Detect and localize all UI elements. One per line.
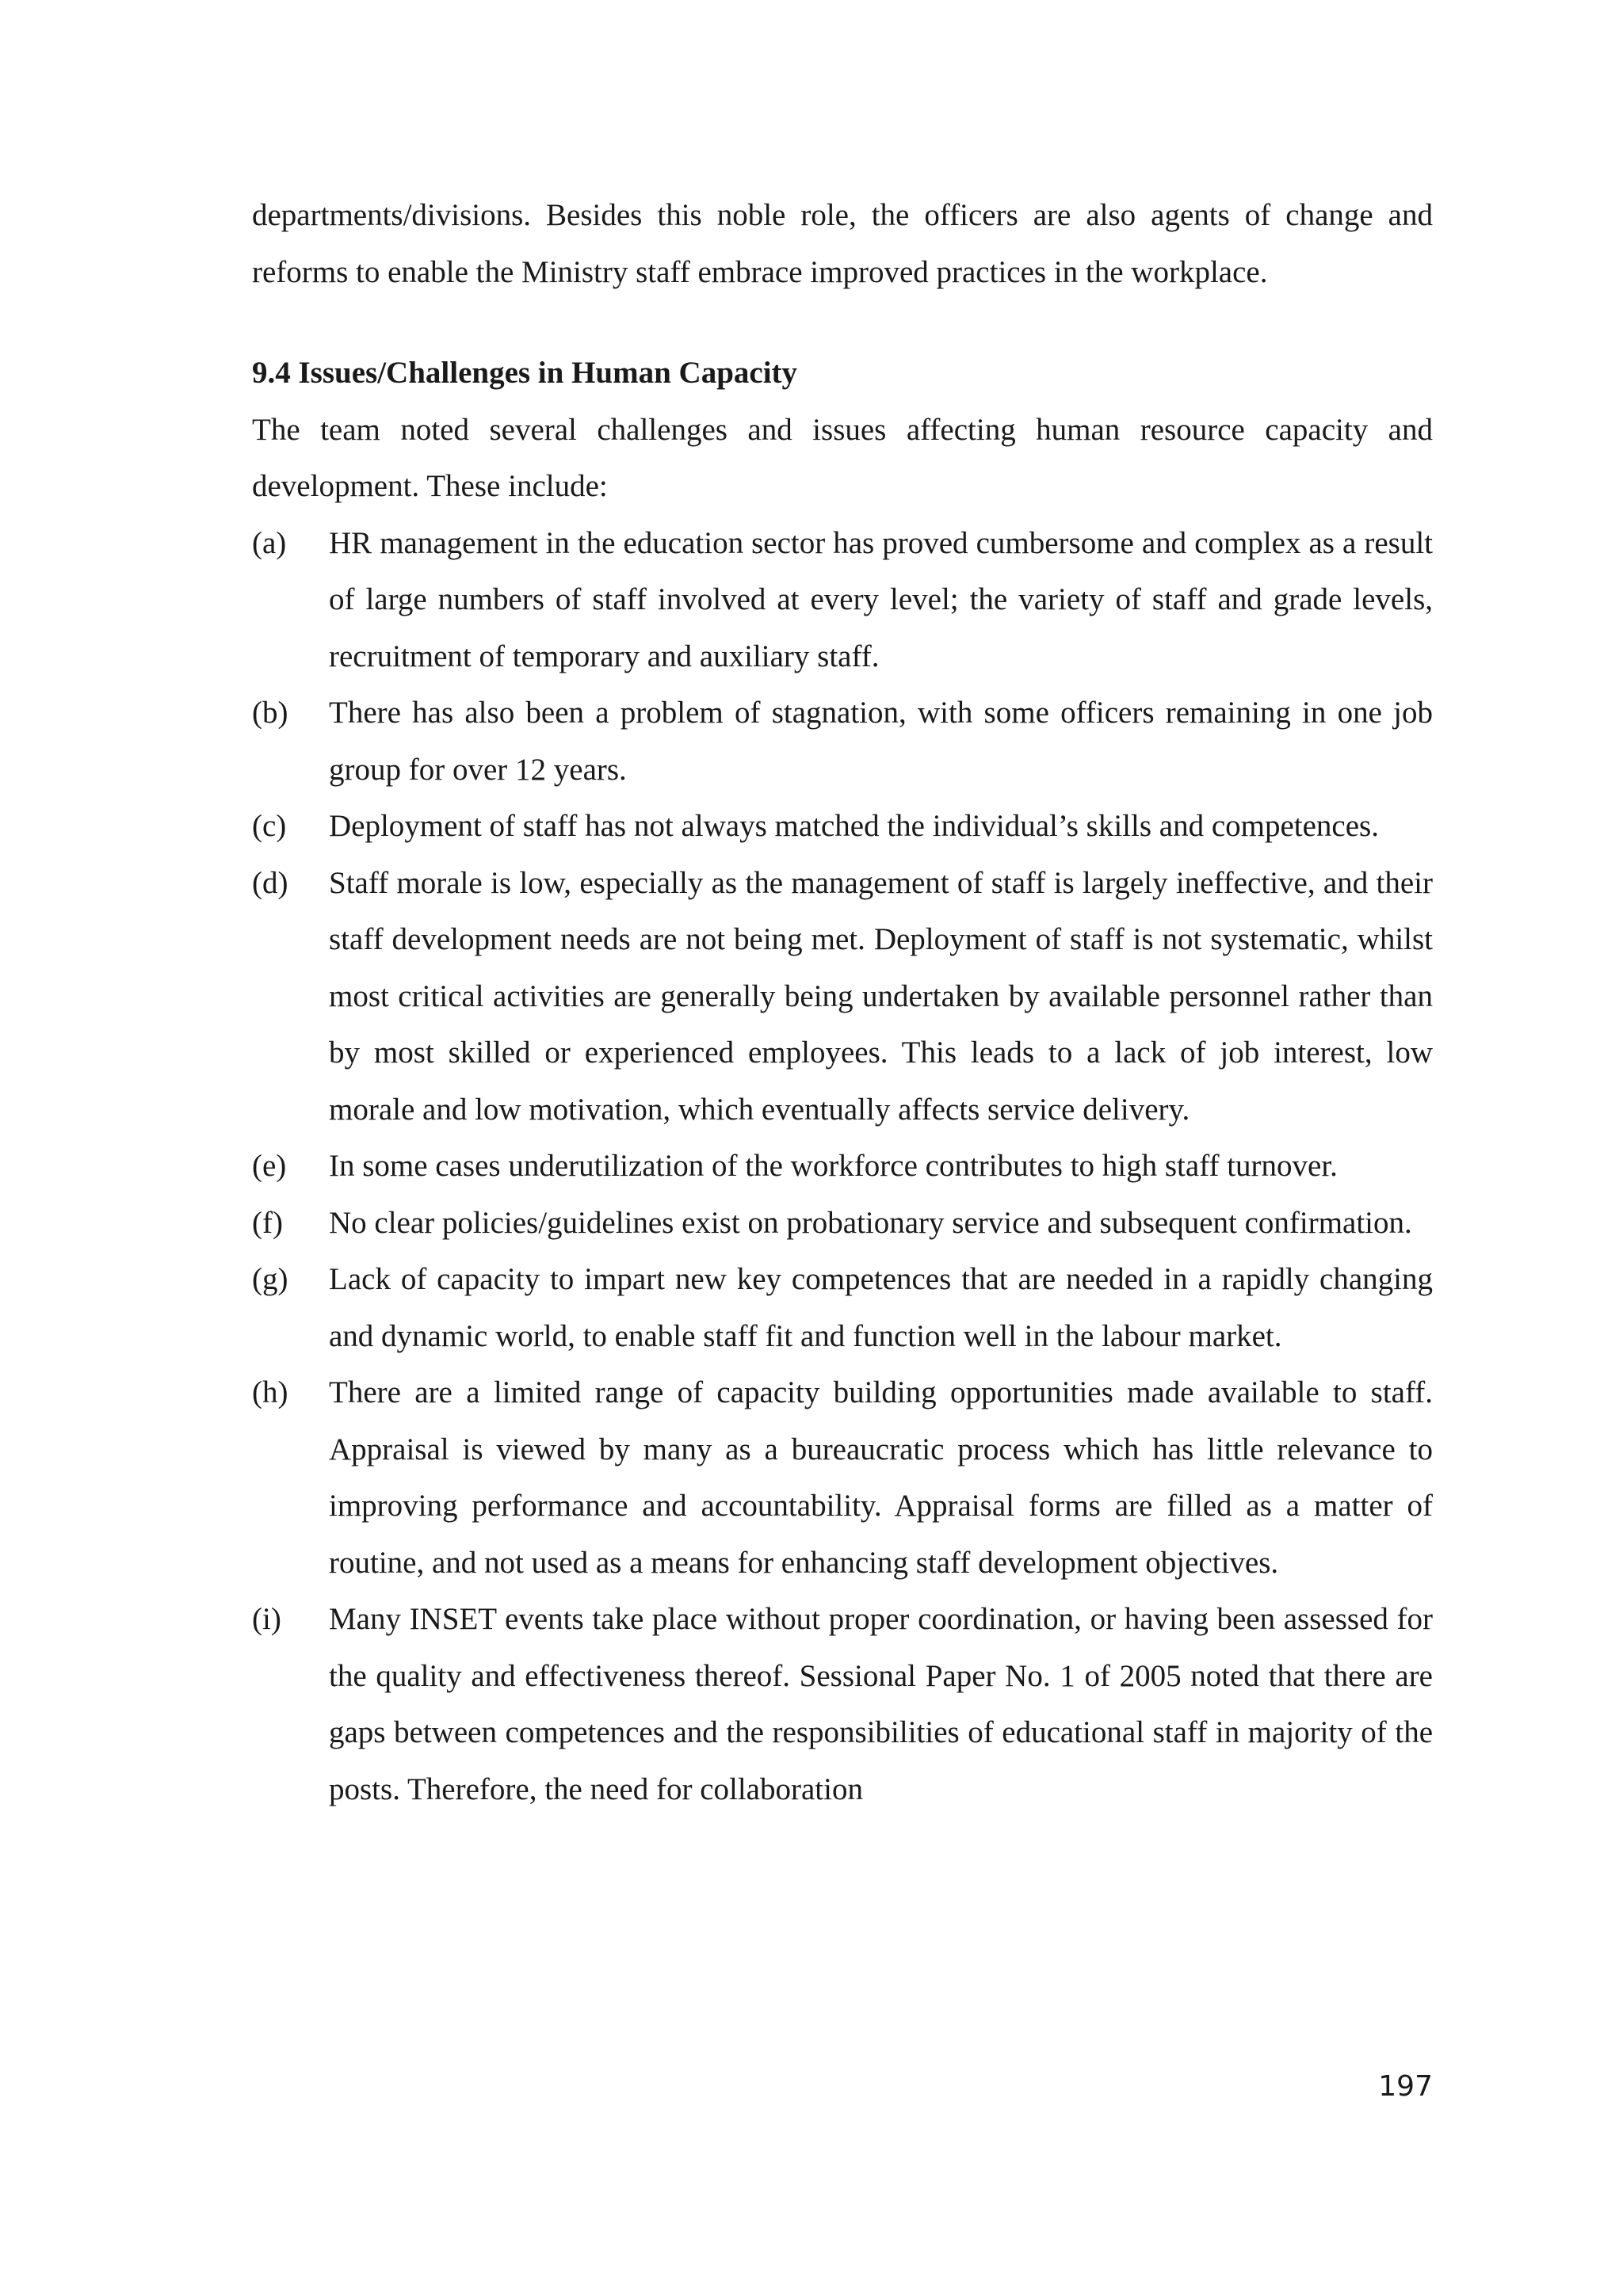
list-item-text: Many INSET events take place without proper coordination, or having been assessed for the quality and effectiveness thereof. Sessional Paper No. 1 of 2005 noted that there are gaps between competences and the responsibilities of educational staff in majority of the posts. Therefore, the need for collaboration bbox=[329, 1602, 1433, 1806]
list-item-text: No clear policies/guidelines exist on probationary service and subsequent confirmation. bbox=[329, 1205, 1412, 1240]
section-heading: 9.4 Issues/Challenges in Human Capacity bbox=[252, 356, 798, 390]
list-item-marker: (d) bbox=[252, 865, 288, 900]
list-item-text: Deployment of staff has not always matched the individual’s skills and competences. bbox=[329, 809, 1379, 843]
list-item bbox=[252, 1364, 1433, 1591]
list-item-text: There has also been a problem of stagnation, with some officers remaining in one job group for over 12 years. bbox=[329, 696, 1433, 787]
list-item bbox=[252, 855, 1433, 1138]
list-item-marker: (a) bbox=[252, 525, 287, 560]
list-item bbox=[252, 1195, 1433, 1252]
section-lead-paragraph: The team noted several challenges and issues affecting human resource capacity and development. These include: bbox=[252, 412, 1433, 503]
list-item-marker: (g) bbox=[252, 1262, 288, 1296]
challenges-list bbox=[252, 515, 1433, 1818]
page-number: 197 bbox=[1378, 2070, 1433, 2103]
list-item-text: Staff morale is low, especially as the management of staff is largely ineffective, and their staff development needs are not being met. Deployment of staff is not systematic, whilst most critical activities are generally being undertaken by available personnel rather than by most skilled or experienced employees. This leads to a lack of job interest, low morale and low motivation, which eventually affects service delivery. bbox=[329, 865, 1433, 1127]
intro-paragraph: departments/divisions. Besides this noble role, the officers are also agents of change and reforms to enable the Ministry staff embrace improved practices in the workplace. bbox=[252, 198, 1433, 289]
list-item-text: There are a limited range of capacity building opportunities made available to staff. Appraisal is viewed by many as a bureaucratic process which has little relevance to improving performance and accountability. Appraisal forms are filled as a matter of routine, and not used as a means for enhancing staff development objectives. bbox=[329, 1375, 1433, 1580]
list-item bbox=[252, 1251, 1433, 1364]
list-item-marker: (f) bbox=[252, 1205, 283, 1240]
list-item-marker: (h) bbox=[252, 1375, 288, 1409]
document-page bbox=[252, 187, 1433, 1817]
list-item-marker: (b) bbox=[252, 696, 288, 730]
list-item-marker: (e) bbox=[252, 1149, 287, 1183]
list-item-marker: (c) bbox=[252, 809, 287, 843]
list-item-text: Lack of capacity to impart new key competences that are needed in a rapidly changing and dynamic world, to enable staff fit and function well in the labour market. bbox=[329, 1262, 1433, 1353]
list-item bbox=[252, 798, 1433, 855]
list-item bbox=[252, 1138, 1433, 1195]
list-item bbox=[252, 515, 1433, 685]
list-item bbox=[252, 1591, 1433, 1817]
list-item-text: In some cases underutilization of the workforce contributes to high staff turnover. bbox=[329, 1149, 1338, 1183]
list-item-text: HR management in the education sector has proved cumbersome and complex as a result of large numbers of staff involved at every level; the variety of staff and grade levels, recruitment of temporary and auxiliary staff. bbox=[329, 525, 1433, 673]
list-item-marker: (i) bbox=[252, 1602, 281, 1636]
list-item bbox=[252, 685, 1433, 798]
